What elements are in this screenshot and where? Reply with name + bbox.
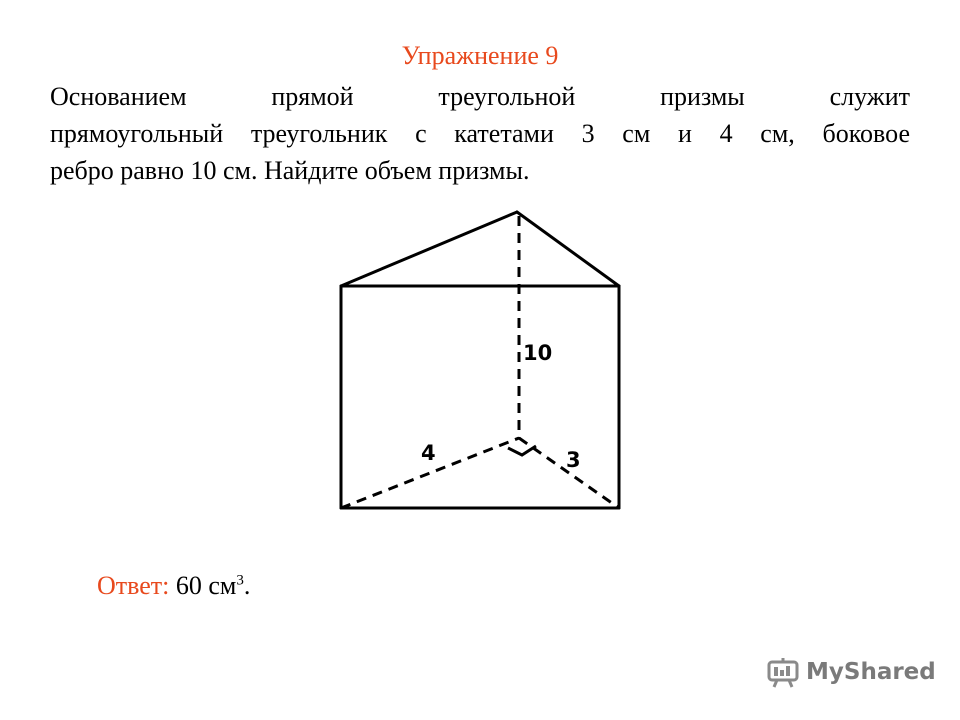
problem-line: ребро равно 10 см. Найдите объем призмы.: [50, 156, 530, 185]
slide-title: Упражнение 9: [401, 41, 559, 70]
watermark: [766, 655, 936, 689]
problem-statement: [50, 78, 910, 189]
presentation-board-icon: [766, 655, 800, 689]
prism-figure: [300, 200, 660, 530]
problem-line: прямоугольный треугольник с катетами 3 см и 4 см, боковое: [50, 119, 910, 148]
prism-top-edge-left: [341, 212, 517, 286]
label-height: 10: [523, 341, 553, 365]
problem-line: Основанием прямой треугольной призмы служит: [50, 82, 910, 111]
answer-value: 60 см: [175, 571, 237, 600]
answer-suffix: .: [243, 571, 251, 600]
label-leg-4: 4: [421, 441, 436, 465]
answer-superscript: 3: [236, 572, 244, 589]
answer-label: Ответ:: [97, 571, 170, 600]
answer: [97, 568, 250, 604]
prism-top-edge-right: [517, 212, 619, 286]
watermark-text: MyShared: [806, 659, 936, 685]
right-angle-mark: [508, 446, 536, 455]
label-leg-3: 3: [566, 448, 581, 472]
